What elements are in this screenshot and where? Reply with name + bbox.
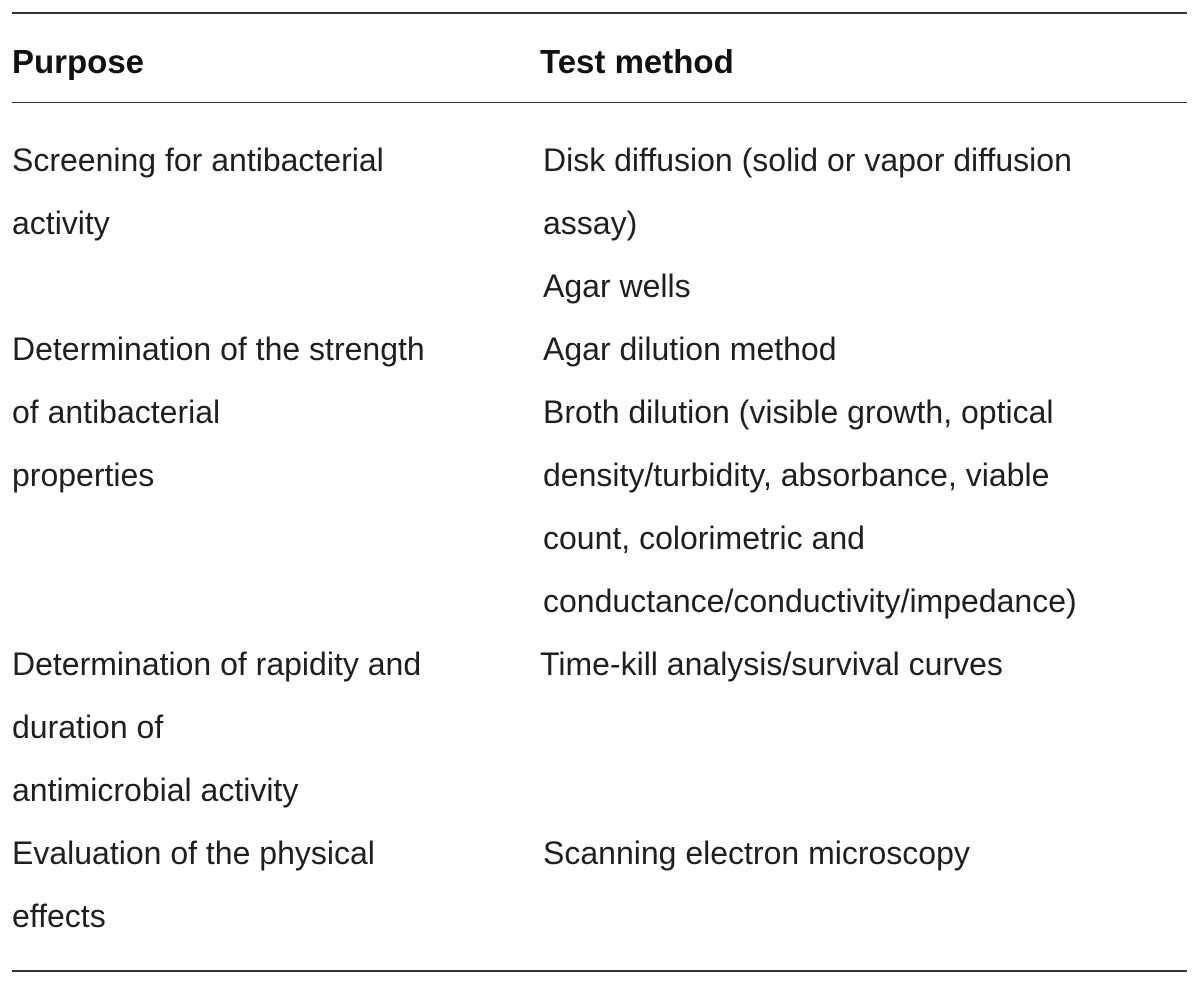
text-line: Scanning electron microscopy <box>543 835 970 871</box>
text-line: density/turbidity, absorbance, viable <box>543 457 1050 493</box>
text-line: Screening for antibacterial <box>12 142 384 178</box>
table-row-1-purpose <box>12 129 512 255</box>
text-line: Disk diffusion (solid or vapor diffusion <box>543 142 1072 178</box>
text-line: properties <box>12 457 155 493</box>
table-row-4-purpose <box>12 822 512 948</box>
text-line: count, colorimetric and <box>543 520 865 556</box>
text-line: assay) <box>543 205 638 241</box>
text-line: effects <box>12 898 106 934</box>
text-line: duration of <box>12 709 164 745</box>
text-line: Evaluation of the physical <box>12 835 375 871</box>
table-row-2-method <box>543 318 1183 633</box>
column-header-purpose: Purpose <box>12 43 145 80</box>
text-line: Broth dilution (visible growth, optical <box>543 394 1054 430</box>
text-line: of antibacterial <box>12 394 221 430</box>
text-line: activity <box>12 205 110 241</box>
column-header-test-method: Test method <box>540 43 734 80</box>
table-row-1-method <box>543 129 1183 318</box>
text-line: Agar dilution method <box>543 331 837 367</box>
text-line: Time-kill analysis/survival curves <box>540 646 1003 682</box>
text-line: Agar wells <box>543 268 691 304</box>
text-line: conductance/conductivity/impedance) <box>543 583 1077 619</box>
table-top-rule <box>12 12 1187 14</box>
table-row-4-method <box>543 822 1183 885</box>
text-line: Determination of the strength <box>12 331 425 367</box>
text-line: Determination of rapidity and <box>12 646 422 682</box>
text-line: antimicrobial activity <box>12 772 299 808</box>
table-row-3-purpose <box>12 633 512 822</box>
table-row-2-purpose <box>12 318 512 507</box>
table-row-3-method <box>540 633 1180 696</box>
header-divider-rule <box>12 102 1187 103</box>
table-bottom-rule <box>12 970 1187 972</box>
